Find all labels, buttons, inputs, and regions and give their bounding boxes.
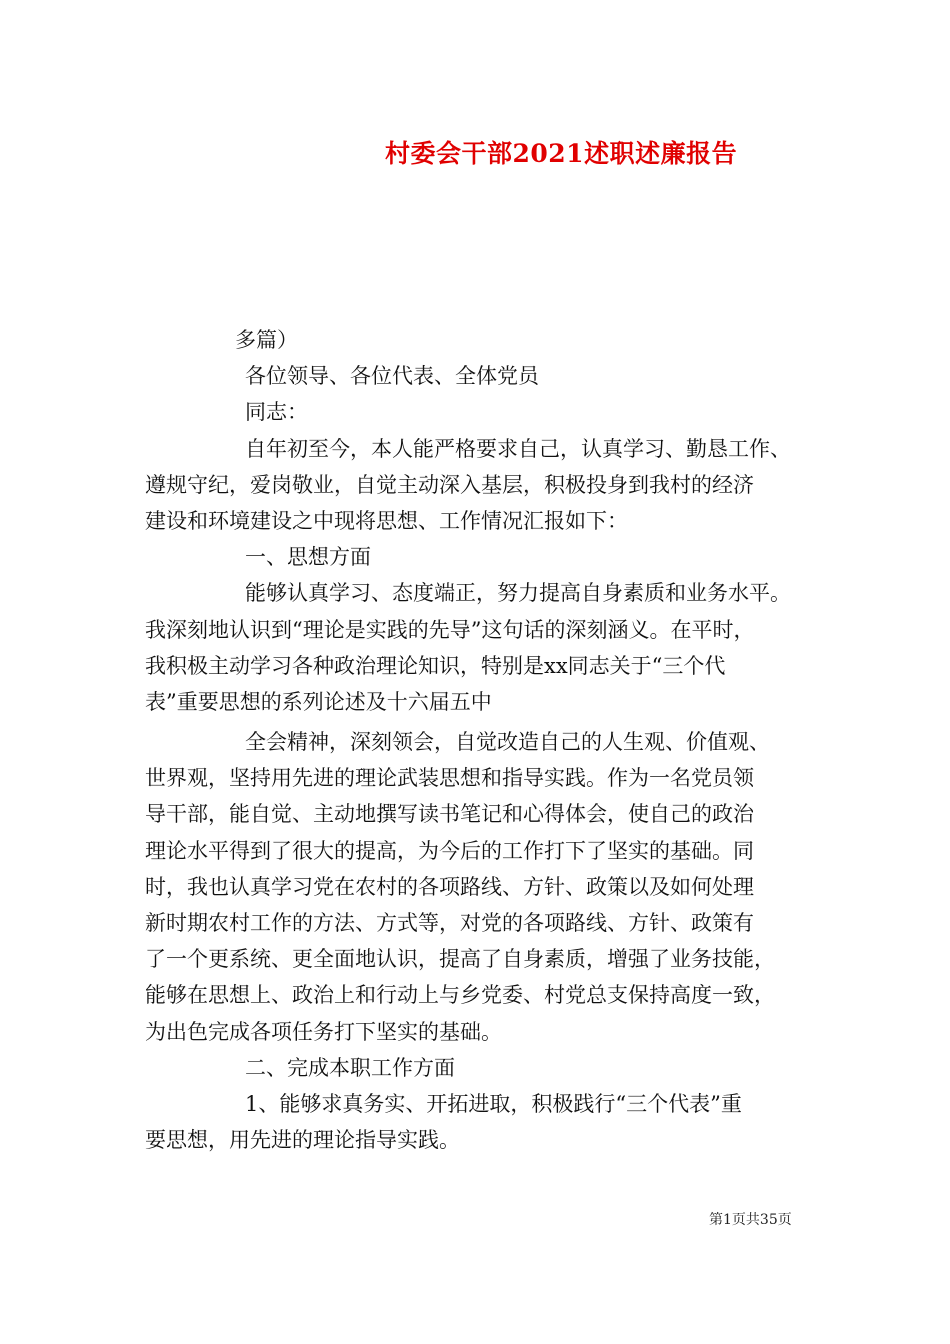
paragraph-line: 能够认真学习、态度端正，努力提高自身素质和业务水平。 xyxy=(245,581,791,606)
paragraph-line: 我深刻地认识到“理论是实践的先导”这句话的深刻涵义。在平时， xyxy=(145,617,755,642)
paragraph-line: 我积极主动学习各种政治理论知识，特别是xx同志关于“三个代 xyxy=(145,653,726,678)
section-heading: 一、思想方面 xyxy=(245,545,371,570)
salutation-line: 同志： xyxy=(245,400,308,425)
paragraph-line: 建设和环境建设之中现将思想、工作情况汇报如下： xyxy=(145,508,628,533)
document-title: 村委会干部2021述职述廉报告 xyxy=(385,139,738,168)
page-number-footer: 第1页共35页 xyxy=(709,1212,792,1228)
paragraph-line: 1、能够求真务实、开拓进取，积极践行“三个代表”重 xyxy=(245,1091,742,1116)
paragraph-line: 了一个更系统、更全面地认识，提高了自身素质，增强了业务技能， xyxy=(145,947,775,972)
paragraph-line: 导干部，能自觉、主动地撰写读书笔记和心得体会，使自己的政治 xyxy=(145,802,754,827)
text-line: 多篇） xyxy=(235,328,298,352)
paragraph-line: 时，我也认真学习党在农村的各项路线、方针、政策以及如何处理 xyxy=(145,874,754,899)
paragraph-line: 要思想，用先进的理论指导实践。 xyxy=(145,1128,460,1153)
document-body xyxy=(145,322,810,1158)
paragraph-line: 表”重要思想的系列论述及十六届五中 xyxy=(145,689,492,714)
paragraph-line: 全会精神，深刻领会，自觉改造自己的人生观、价值观、 xyxy=(245,730,770,755)
paragraph-line: 遵规守纪，爱岗敬业，自觉主动深入基层，积极投身到我村的经济 xyxy=(145,472,754,497)
paragraph-line: 世界观，坚持用先进的理论武装思想和指导实践。作为一名党员领 xyxy=(145,766,754,791)
paragraph-line: 理论水平得到了很大的提高，为今后的工作打下了坚实的基础。同 xyxy=(145,838,754,863)
paragraph-line: 新时期农村工作的方法、方式等，对党的各项路线、方针、政策有 xyxy=(145,911,754,935)
paragraph-line: 能够在思想上、政治上和行动上与乡党委、村党总支保持高度一致， xyxy=(145,983,775,1008)
salutation-line: 各位领导、各位代表、全体党员 xyxy=(245,364,539,389)
paragraph-line: 自年初至今，本人能严格要求自己，认真学习、勤恳工作、 xyxy=(245,436,791,461)
section-heading: 二、完成本职工作方面 xyxy=(245,1055,455,1080)
paragraph-line: 为出色完成各项任务打下坚实的基础。 xyxy=(145,1019,502,1044)
